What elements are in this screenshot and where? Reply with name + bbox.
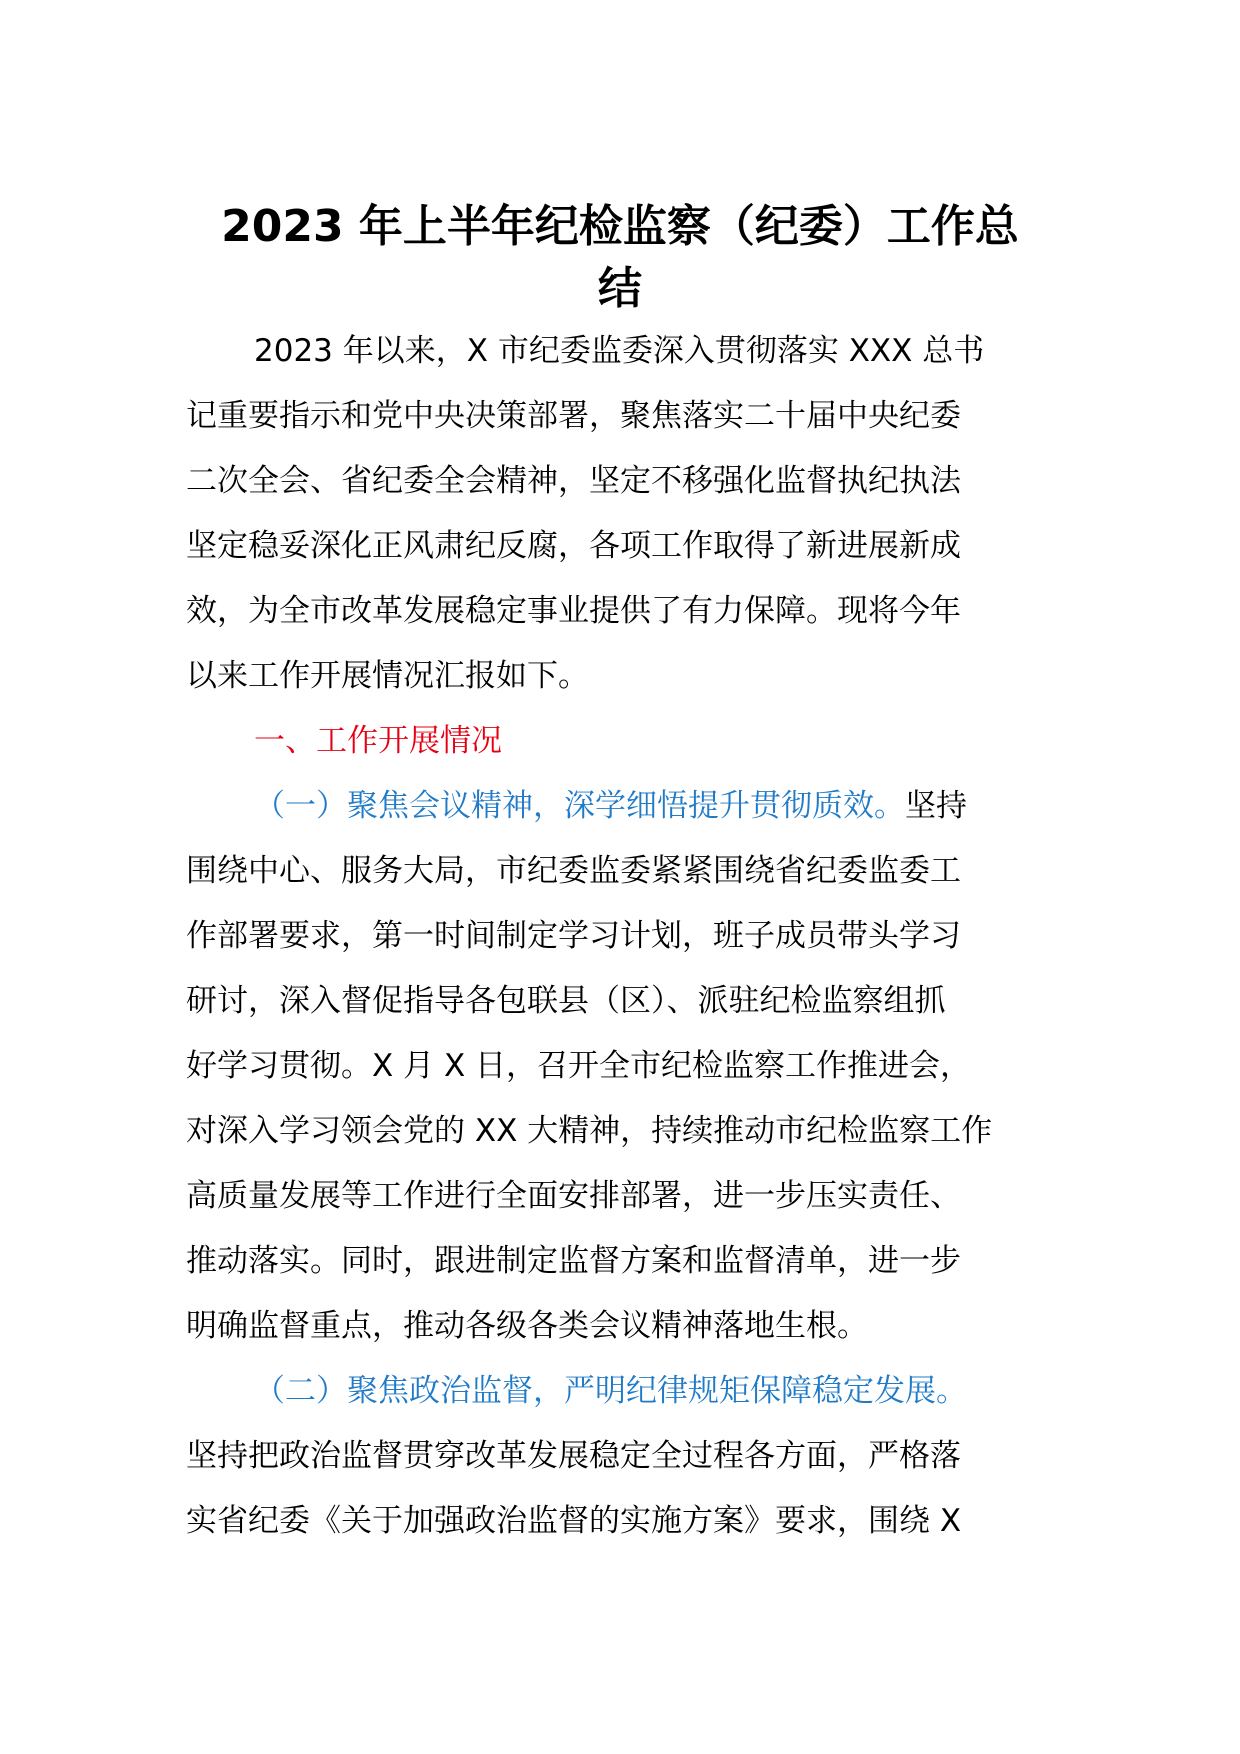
- text-line: [186, 709, 1054, 774]
- body-text-span: 二次全会、省纪委全会精神，坚定不移强化监督执纪执法: [186, 463, 961, 499]
- section-heading: 一、工作开展情况: [254, 723, 502, 759]
- body-text-span: 坚定稳妥深化正风肃纪反腐，各项工作取得了新进展新成: [186, 528, 961, 564]
- body-text-span: 推动落实。同时，跟进制定监督方案和监督清单，进一步: [186, 1243, 961, 1279]
- body-text-span: 研讨，深入督促指导各包联县（区）、派驻纪检监察组抓: [186, 983, 946, 1019]
- body-text-span: 高质量发展等工作进行全面安排部署，进一步压实责任、: [186, 1178, 961, 1214]
- text-line: [186, 1164, 1054, 1229]
- body-text-span: 记重要指示和党中央决策部署，聚焦落实二十届中央纪委: [186, 398, 961, 434]
- body-text-span: 围绕中心、服务大局，市纪委监委紧紧围绕省纪委监委工: [186, 853, 961, 889]
- text-line: [186, 969, 1054, 1034]
- text-line: [186, 1489, 1054, 1554]
- text-line: [186, 449, 1054, 514]
- body-text-span: 好学习贯彻。X 月 X 日，召开全市纪检监察工作推进会，: [186, 1048, 972, 1084]
- text-line: [186, 579, 1054, 644]
- body-text-span: 作部署要求，第一时间制定学习计划，班子成员带头学习: [186, 918, 961, 954]
- body-text-span: 以来工作开展情况汇报如下。: [186, 658, 589, 694]
- subsection-heading: （二）聚焦政治监督，严明纪律规矩保障稳定发展。: [254, 1373, 967, 1409]
- body-text-span: 坚持: [905, 788, 967, 824]
- text-line: [186, 384, 1054, 449]
- text-line: [186, 904, 1054, 969]
- text-line: [186, 1229, 1054, 1294]
- document-title: [186, 196, 1054, 320]
- text-line: [186, 1099, 1054, 1164]
- body-text-span: 2023 年以来，X 市纪委监委深入贯彻落实 XXX 总书: [254, 333, 985, 369]
- text-line: [186, 1294, 1054, 1359]
- subsection-heading: （一）聚焦会议精神，深学细悟提升贯彻质效。: [254, 788, 905, 824]
- text-line: [186, 644, 1054, 709]
- body-text-span: 坚持把政治监督贯穿改革发展稳定全过程各方面，严格落: [186, 1438, 961, 1474]
- document-body: [186, 319, 1054, 1554]
- text-line: [186, 774, 1054, 839]
- body-text-span: 对深入学习领会党的 XX 大精神，持续推动市纪检监察工作: [186, 1113, 993, 1149]
- body-text-span: 实省纪委《关于加强政治监督的实施方案》要求，围绕 X: [186, 1503, 962, 1539]
- body-text-span: 效，为全市改革发展稳定事业提供了有力保障。现将今年: [186, 593, 961, 629]
- text-line: [186, 1359, 1054, 1424]
- text-line: [186, 514, 1054, 579]
- body-text-span: 明确监督重点，推动各级各类会议精神落地生根。: [186, 1308, 868, 1344]
- text-line: [186, 1424, 1054, 1489]
- title-line-1: 2023 年上半年纪检监察（纪委）工作总: [221, 201, 1019, 252]
- text-line: [186, 839, 1054, 904]
- title-line-2: 结: [598, 263, 642, 314]
- text-line: [186, 319, 1054, 384]
- text-line: [186, 1034, 1054, 1099]
